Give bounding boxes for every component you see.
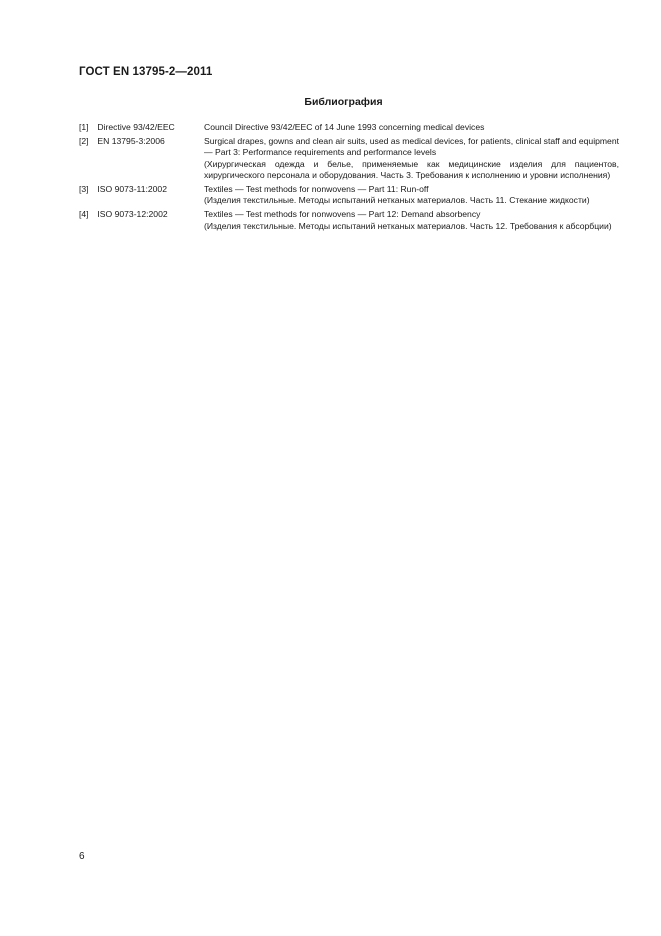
entry-description [204,209,619,232]
bibliography-entry [79,209,619,232]
reference-code: EN 13795-3:2006 [97,135,165,146]
reference-code: ISO 9073-11:2002 [97,184,167,195]
description-line: (Хирургическая одежда и белье, применяемые как медицинские изделия для пациентов, хирургического персонала и оборудования. Часть 3. Требования к исполнению и уровни исполнения) [204,158,619,181]
reference-cell [79,209,204,232]
entry-description [204,122,619,133]
reference-cell [79,184,204,207]
entry-number: [1] [79,122,89,132]
description-line: Surgical drapes, gowns and clean air suits, used as medical devices, for patients, clinical staff and equipment — Part 3: Performance requirements and performance levels [204,135,619,158]
reference-code: Directive 93/42/EEC [97,122,175,132]
reference-cell [79,136,204,182]
reference-code: ISO 9073-12:2002 [97,209,168,220]
entry-description [204,136,619,182]
page-number: 6 [79,851,85,862]
entry-number: [2] [79,135,89,146]
bibliography-list [79,122,619,235]
bibliography-entry [79,122,619,133]
entry-description [204,184,619,207]
description-line: Council Directive 93/42/EEC of 14 June 1993 concerning medical devices [204,122,485,132]
reference-cell [79,122,204,133]
description-line: Textiles — Test methods for nonwovens — Part 12: Demand absorbency [204,209,481,220]
entry-number: [4] [79,209,89,220]
description-line: (Изделия текстильные. Методы испытаний нетканых материалов. Часть 11. Стекание жидкости) [204,195,590,206]
document-header: ГОСТ EN 13795-2—2011 [79,66,213,78]
description-line: (Изделия текстильные. Методы испытаний нетканых материалов. Часть 12. Требования к абсорбции) [204,220,612,231]
bibliography-entry [79,136,619,182]
entry-number: [3] [79,184,89,195]
description-line: Textiles — Test methods for nonwovens — Part 11: Run-off [204,184,429,195]
section-title: Библиография [304,96,383,108]
bibliography-entry [79,184,619,207]
